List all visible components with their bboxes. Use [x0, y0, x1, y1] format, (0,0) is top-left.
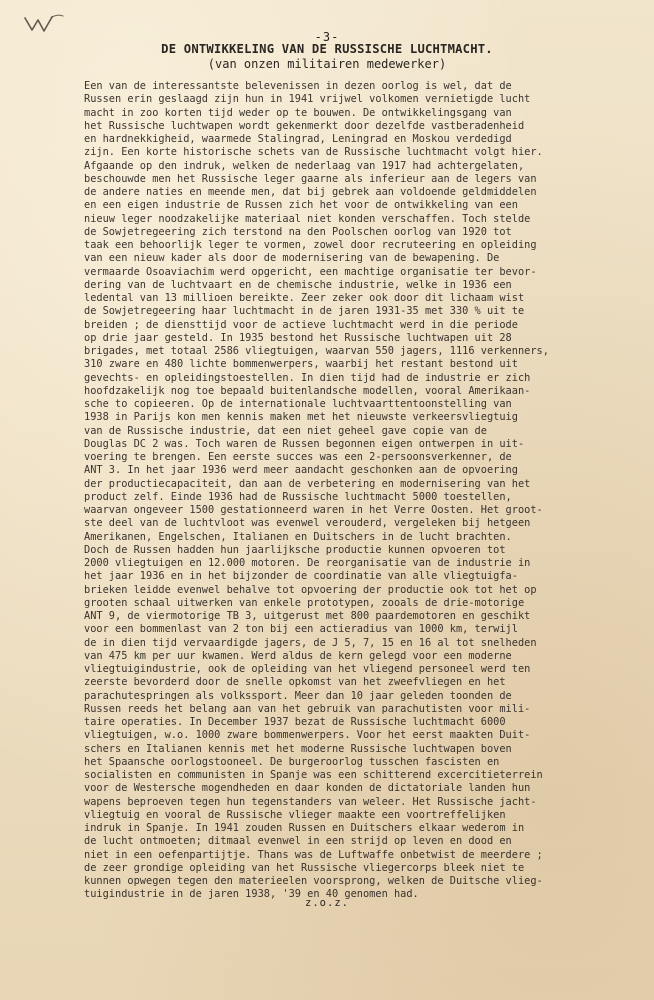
body-line: de andere naties en meende men, dat bij gebrek aan voldoende geldmiddelen: [84, 186, 537, 198]
body-line: der productiecapaciteit, dan aan de verbetering en modernisering van het: [84, 477, 531, 490]
body-line: taak een behoorlijk leger te vormen, zowel door recruteering en opleiding: [84, 239, 537, 251]
body-line: zijn. Een korte historische schets van de Russische luchtmacht volgt hier.: [84, 146, 543, 159]
body-line: Russen erin geslaagd zijn hun in 1941 vrijwel volkomen vernietigde lucht: [84, 93, 531, 106]
body-line: 1938 in Parijs kon men kennis maken met het nieuwste verkeersvliegtuig: [84, 411, 518, 424]
body-line: beschouwde men het Russische leger gaarne als inferieur aan de legers van: [84, 172, 537, 185]
body-line: het Spaansche oorlogstooneel. De burgeroorlog tusschen fascisten en: [84, 755, 500, 768]
body-line: sche to copieeren. Op de internationale luchtvaarttentoonstelling van: [84, 398, 512, 410]
body-line: brigades, met totaal 2586 vliegtuigen, waarvan 550 jagers, 1116 verkenners,: [84, 345, 549, 357]
body-line: parachutespringen als volkssport. Meer dan 10 jaar geleden toonden de: [84, 689, 512, 702]
body-line: breiden ; de diensttijd voor de actieve luchtmacht werd in die periode: [84, 318, 518, 331]
body-line: op drie jaar gesteld. In 1935 bestond het Russische luchtwapen uit 28: [84, 331, 512, 344]
body-line: ANT 9, de viermotorige TB 3, uitgerust met 800 paardemotoren en geschikt: [84, 610, 531, 622]
body-line: en hardnekkigheid, waarmede Stalingrad, Leningrad en Moskou verdedigd: [84, 133, 512, 145]
body-line: voering te brengen. Een eerste succes was een 2-persoonsverkenner, de: [84, 451, 512, 463]
body-line: dering van de luchtvaart en de chemische industrie, welke in 1936 een: [84, 278, 512, 291]
body-line: van 475 km per uur kwamen. Werd aldus de kern gelegd voor een moderne: [84, 649, 512, 662]
body-line: de lucht ontmoeten; ditmaal evenwel in een strijd op leven en dood en: [84, 835, 512, 848]
body-line: en een eigen industrie de Russen zich het voor de ontwikkeling van een: [84, 199, 518, 212]
body-line: wapens beproeven tegen hun tegenstanders van weleer. Het Russische jacht-: [84, 795, 537, 808]
body-line: ANT 3. In het jaar 1936 werd meer aandacht geschonken aan de opvoering: [84, 464, 518, 477]
body-line: Douglas DC 2 was. Toch waren de Russen begonnen eigen ontwerpen in uit-: [84, 437, 525, 450]
body-line: schers en Italianen kennis met het moderne Russische luchtwapen boven: [84, 742, 512, 755]
body-line: nieuw leger noodzakelijke materiaal niet konden verschaffen. Toch stelde: [84, 212, 531, 225]
body-line: brieken leidde evenwel behalve tot opvoering der productie ook tot het op: [84, 583, 537, 596]
body-line: het jaar 1936 en in het bijzonder de coordinatie van alle vliegtuigfa-: [84, 570, 518, 583]
body-line: Een van de interessantste belevenissen in dezen oorlog is wel, dat de: [84, 80, 512, 92]
body-line: tuigindustrie in de jaren 1938, '39 en 40 genomen had.: [84, 888, 419, 901]
body-line: Russen reeds het belang aan van het gebruik van parachutisten voor mili-: [84, 702, 531, 715]
body-line: voor een bommenlast van 2 ton bij een actieradius van 1000 km, terwijl: [84, 623, 518, 636]
body-line: Doch de Russen hadden hun jaarlijksche productie kunnen opvoeren tot: [84, 543, 506, 556]
body-line: 2000 vliegtuigen en 12.000 motoren. De reorganisatie van de industrie in: [84, 557, 531, 569]
body-line: taire operaties. In December 1937 bezat de Russische luchtmacht 6000: [84, 716, 506, 728]
body-line: de in dien tijd vervaardigde jagers, de J 5, 7, 15 en 16 al tot snelheden: [84, 636, 537, 649]
body-line: vliegtuig en vooral de Russische vlieger maakte een voortreffelijken: [84, 808, 506, 821]
page-number: -3-: [314, 30, 340, 44]
body-line: socialisten en communisten in Spanje was een schitterend excercitieterrein: [84, 769, 543, 781]
body-line: indruk in Spanje. In 1941 zouden Russen en Duitschers elkaar wederom in: [84, 822, 525, 834]
body-line: zeerste bevorderd door de snelle opkomst van het zweefvliegen en het: [84, 676, 506, 689]
continuation-mark: z.o.z.: [305, 897, 349, 909]
body-line: van een nieuw kader als door de modernisering van de bewapening. De: [84, 252, 500, 265]
body-line: het Russische luchtwapen wordt gekenmerkt door dezelfde vastberadenheid: [84, 119, 525, 132]
body-line: kunnen opwegen tegen den materieelen voorsprong, welken de Duitsche vlieg-: [84, 875, 543, 887]
body-line: vliegtuigindustrie, ook de opleiding van het vliegend personeel werd ten: [84, 663, 531, 675]
body-line: Amerikanen, Engelschen, Italianen en Duitschers in de lucht brachten.: [84, 530, 512, 543]
body-line: ste deel van de luchtvloot was evenwel verouderd, vergeleken bij hetgeen: [84, 517, 531, 530]
body-line: voor de Westersche mogendheden en daar konden de dictatoriale landen hun: [84, 782, 531, 795]
body-line: vermaarde Osoaviachim werd opgericht, een machtige organisatie ter bevor-: [84, 265, 537, 278]
body-line: ledental van 13 millioen bereikte. Zeer zeker ook door dit lichaam wist: [84, 292, 525, 304]
body-line: Afgaande op den indruk, welken de nederlaag van 1917 had achtergelaten,: [84, 159, 525, 172]
document-title: DE ONTWIKKELING VAN DE RUSSISCHE LUCHTMACHT.: [161, 42, 493, 56]
body-paragraph: [84, 80, 644, 902]
body-line: macht in zoo korten tijd weder op te bouwen. De ontwikkelingsgang van: [84, 106, 512, 119]
body-line: hoofdzakelijk nog toe bepaald buitenlandsche modellen, vooral Amerikaan-: [84, 384, 531, 397]
body-line: grooten schaal uitwerken van enkele prototypen, zooals de drie-motorige: [84, 596, 525, 609]
body-line: niet in een oefenpartijtje. Thans was de Luftwaffe onbetwist de meerdere ;: [84, 848, 543, 861]
body-line: de Sowjetregeering zich terstond na den Poolschen oorlog van 1920 tot: [84, 225, 512, 238]
body-line: 310 zware en 480 lichte bommenwerpers, waarbij het restant bestond uit: [84, 358, 518, 371]
body-line: product zelf. Einde 1936 had de Russische luchtmacht 5000 toestellen,: [84, 490, 512, 503]
body-line: van de Russische industrie, dat een niet geheel gave copie van de: [84, 424, 487, 437]
document-subtitle: (van onzen militairen medewerker): [207, 57, 447, 71]
body-line: de zeer grondige opleiding van het Russische vliegercorps bleek niet te: [84, 861, 525, 874]
body-line: vliegtuigen, w.o. 1000 zware bommenwerpers. Voor het eerst maakten Duit-: [84, 729, 531, 742]
body-line: de Sowjetregeering haar luchtmacht in de jaren 1931-35 met 330 % uit te: [84, 305, 525, 318]
body-line: gevechts- en opleidingstoestellen. In dien tijd had de industrie er zich: [84, 371, 531, 384]
body-line: waarvan ongeveer 1500 gestationneerd waren in het Verre Oosten. Het groot-: [84, 504, 543, 516]
